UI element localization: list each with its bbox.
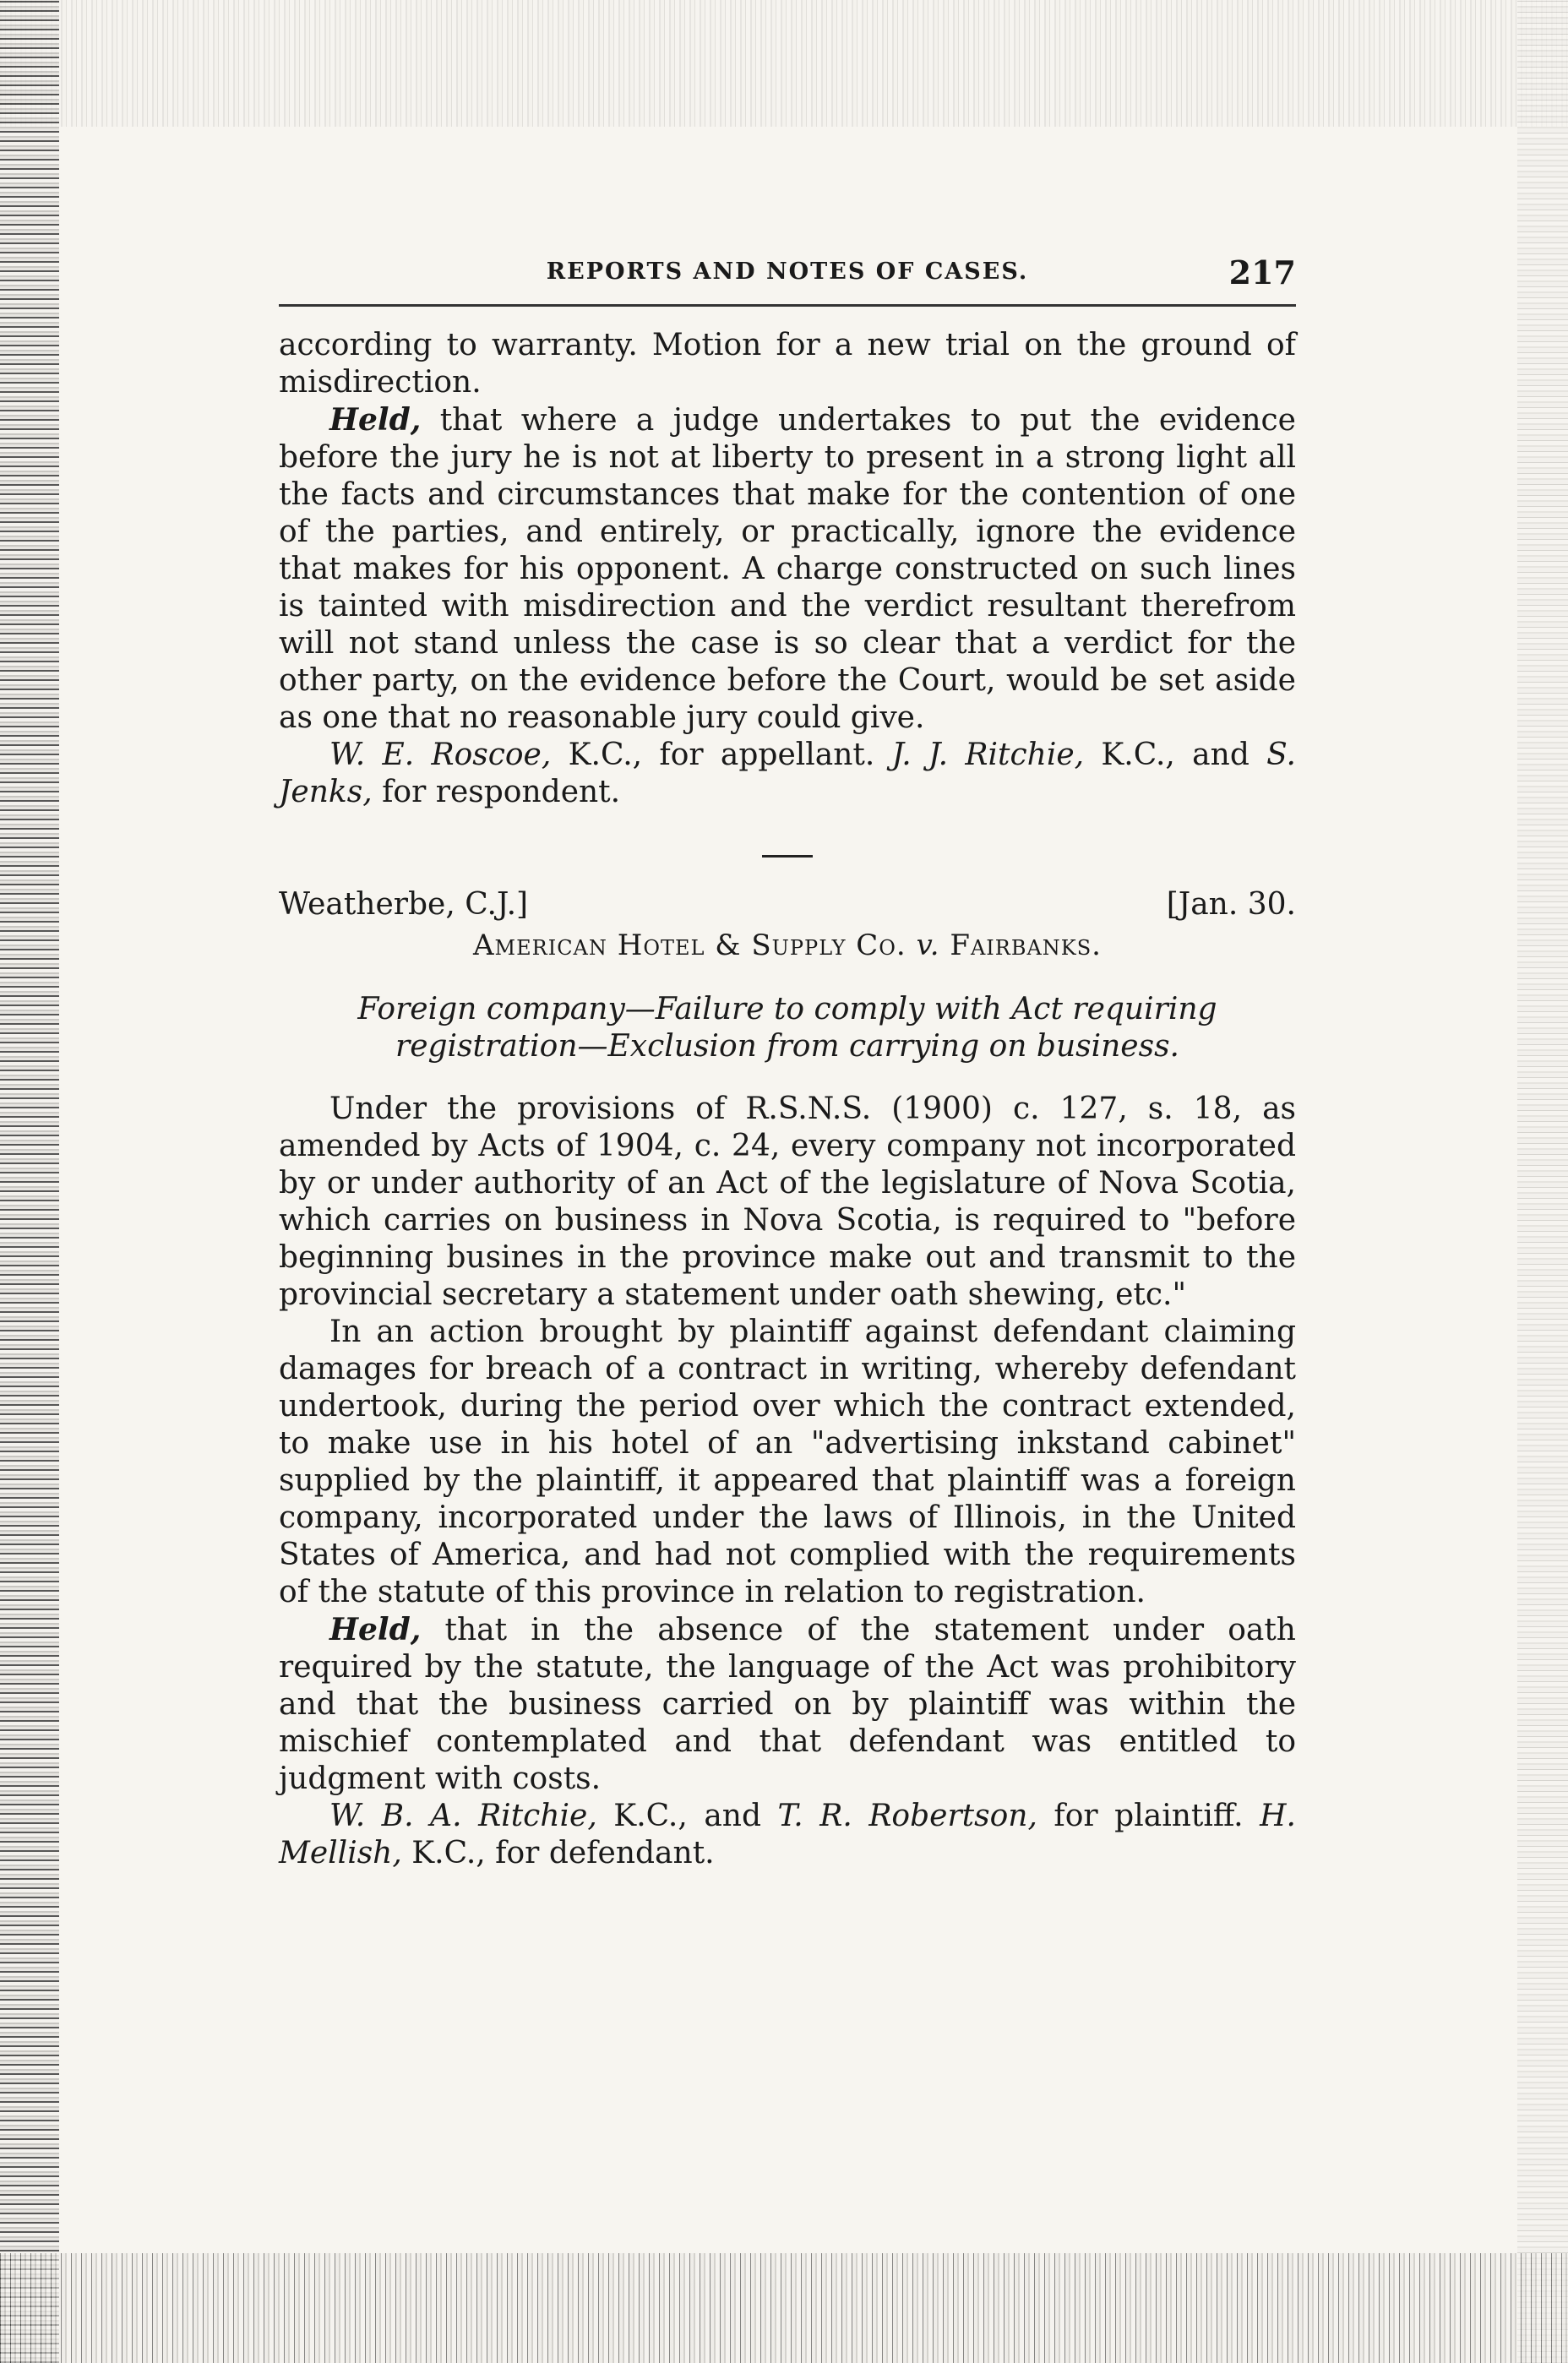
- case1-counsel: [279, 737, 1296, 811]
- case1-paragraph-1: according to warranty. Motion for a new trial on the ground of misdirection.: [279, 328, 1296, 400]
- case2-paragraph-1: Under the provisions of R.S.N.S. (1900) c. 127, s. 18, as amended by Acts of 1904, c. 24, every company not incorporated by or under authority of an Act of the legislature of Nova Scotia, which carries on business in Nova Scotia, is required to "before beginning busines in the province make out and transmit to the provincial secretary a statement under oath shewing, etc.": [279, 1092, 1296, 1312]
- case-title-defendant: Fairbanks.: [950, 928, 1102, 962]
- held-text: that in the absence of the statement under oath required by the statute, the language of the Act was prohibitory and that the business carried on by plaintiff was within the mischief contemplated and that defendant was entitled to judgment with costs.: [279, 1613, 1296, 1796]
- page-content: [279, 253, 1296, 1872]
- case2-counsel: [279, 1798, 1296, 1872]
- scan-noise-left: [0, 0, 59, 2363]
- page-number: 217: [1228, 253, 1296, 291]
- counsel-text: for plaintiff.: [1037, 1799, 1260, 1833]
- decision-date: [Jan. 30.: [1166, 887, 1296, 922]
- case-headnote: Foreign company—Failure to comply with Act requiring registration—Exclusion from carrying on business.: [357, 992, 1217, 1064]
- scan-noise-top: [0, 0, 1568, 127]
- case-title-plaintiff: American Hotel & Supply Co.: [473, 928, 906, 962]
- case2-paragraph-2: In an action brought by plaintiff against defendant claiming damages for breach of a contract in writing, whereby defendant undertook, during the period over which the contract extended, to make use in his hotel of an "advertising inkstand cabinet" supplied by the plaintiff, it appeared that plaintiff was a foreign company, incorporated under the laws of Illinois, in the United States of America, and had not complied with the requirements of the statute of this province in relation to registration.: [279, 1315, 1296, 1609]
- counsel-name: W. B. A. Ritchie,: [329, 1799, 597, 1833]
- case-title-versus: v.: [916, 928, 940, 962]
- case1-held-paragraph: [279, 401, 1296, 737]
- case-divider: [762, 855, 813, 858]
- counsel-text: K.C., for defendant.: [401, 1836, 715, 1870]
- judge-name: Weatherbe, C.J.]: [279, 887, 529, 922]
- held-text: that where a judge undertakes to put the evidence before the jury he is not at liberty to present in a strong light all the facts and circumstances that make for the contention of one of the parties, and entirely, or practically, ignore the evidence that makes for his opponent. A charge constructed on such lines is tainted with misdirection and the verdict resultant therefrom will not stand unless the case is so clear that a verdict for the other party, on the evidence before the Court, would be set aside as one that no reasonable jury could give.: [279, 403, 1296, 735]
- counsel-name: T. R. Robertson,: [777, 1799, 1037, 1833]
- counsel-name: J. J. Ritchie,: [891, 738, 1085, 772]
- counsel-text: K.C., and: [596, 1799, 778, 1833]
- scan-noise-right: [1517, 0, 1568, 2363]
- counsel-name: W. E. Roscoe,: [329, 738, 552, 772]
- counsel-text: for respondent.: [372, 775, 621, 809]
- court-line: [279, 886, 1296, 927]
- scan-noise-bottom: [0, 2253, 1568, 2363]
- running-title: REPORTS AND NOTES OF CASES.: [546, 259, 1029, 285]
- running-head: [279, 253, 1296, 307]
- held-label: Held,: [329, 402, 422, 438]
- case2-held-paragraph: [279, 1611, 1296, 1798]
- counsel-name: H. Mellish,: [279, 1799, 1296, 1870]
- held-label: Held,: [329, 1612, 422, 1647]
- case-title: [279, 927, 1296, 964]
- counsel-text: K.C., for appellant.: [551, 738, 892, 772]
- counsel-name: S. Jenks,: [279, 738, 1296, 809]
- counsel-text: K.C., and: [1084, 738, 1267, 772]
